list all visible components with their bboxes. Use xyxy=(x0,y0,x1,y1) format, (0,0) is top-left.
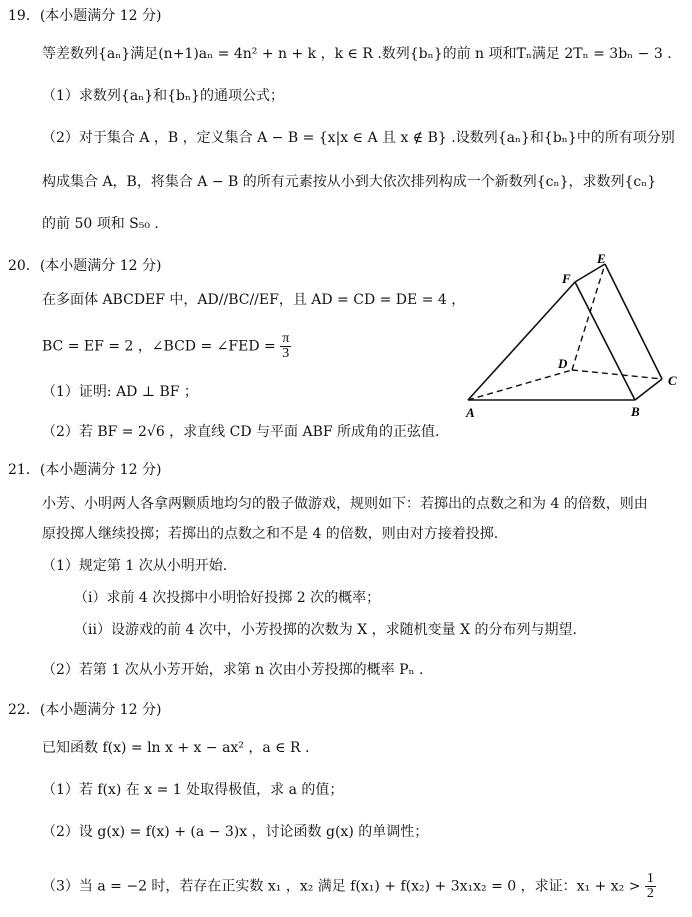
q19-part1: （1）求数列{aₙ}和{bₙ}的通项公式； xyxy=(42,88,284,104)
edge-AF xyxy=(468,282,575,400)
q19-part2-line1: （2）对于集合 A ，B ，定义集合 A − B = {x|x ∈ A 且 x ∉ B} .设数列{aₙ}和{bₙ}中的所有项分别 xyxy=(42,130,675,146)
q19-header: 19．(本小题满分 12 分) xyxy=(8,8,162,24)
q22-part2: （2）设 g(x) = f(x) + (a − 3)x ，讨论函数 g(x) 的单调性； xyxy=(42,824,429,840)
q21-part1: （1）规定第 1 次从小明开始. xyxy=(42,558,228,574)
label-C: C xyxy=(668,373,677,388)
q22-part1: （1）若 f(x) 在 x = 1 处取得极值，求 a 的值； xyxy=(42,782,344,798)
q22-part3-text: （3）当 a = −2 时，若存在正实数 x₁ ，x₂ 满足 f(x₁) + f(x₂) + 3x₁x₂ = 0 ，求证：x₁ + x₂ > xyxy=(42,878,641,895)
edge-BC xyxy=(635,379,662,400)
label-F: F xyxy=(562,271,571,286)
q22-part3 xyxy=(42,872,656,901)
label-E: E xyxy=(597,252,606,266)
q19-stem: 等差数列{aₙ}满足(n+1)aₙ = 4n² + n + k ，k ∈ R .数列{bₙ}的前 n 项和Tₙ满足 2Tₙ = 3bₙ − 3 . xyxy=(42,46,672,62)
label-B: B xyxy=(631,404,640,419)
q22-stem: 已知函数 f(x) = ln x + x − ax² ，a ∈ R . xyxy=(42,740,310,756)
fraction-numerator: π xyxy=(282,331,290,346)
q20-stem-line2 xyxy=(42,332,291,361)
q19-part2-line2: 构成集合 A，B，将集合 A − B 的所有元素按从小到大依次排列构成一个新数列{cₙ}，求数列{cₙ} xyxy=(42,174,657,190)
q20-stem-line2-text: BC = EF = 2 ，∠BCD = ∠FED = xyxy=(42,338,276,355)
edge-DC-hidden xyxy=(572,370,662,379)
q21-part2: （2）若第 1 次从小芳开始，求第 n 次由小芳投掷的概率 Pₙ . xyxy=(42,662,424,678)
q20-part1: （1）证明: AD ⊥ BF ； xyxy=(42,384,198,400)
edge-AD-hidden xyxy=(468,370,572,400)
one-half-fraction xyxy=(645,872,656,901)
q21-header: 21．(本小题满分 12 分) xyxy=(8,462,162,478)
edge-FB xyxy=(575,282,635,400)
fraction-denominator: 3 xyxy=(282,346,290,361)
edge-EC xyxy=(605,264,662,379)
q19-part2-line3: 的前 50 项和 S₅₀ . xyxy=(42,216,159,232)
q20-part2: （2）若 BF = 2√6 ，求直线 CD 与平面 ABF 所成角的正弦值. xyxy=(42,424,440,440)
q20-stem-line1: 在多面体 ABCDEF 中，AD//BC//EF，且 AD = CD = DE = 4 ， xyxy=(42,292,466,308)
q21-part1-ii: （ii）设游戏的前 4 次中，小芳投掷的次数为 X ，求随机变量 X 的分布列与期望. xyxy=(74,622,577,638)
pi-over-3-fraction xyxy=(280,332,291,361)
fraction-denominator: 2 xyxy=(646,886,654,901)
label-A: A xyxy=(466,405,475,420)
q20-header: 20．(本小题满分 12 分) xyxy=(8,258,162,274)
q21-stem-line2: 原投掷人继续投掷；若掷出的点数之和不是 4 的倍数，则由对方接着投掷. xyxy=(42,526,499,542)
q21-part1-i: （i）求前 4 次投掷中小明恰好投掷 2 次的概率； xyxy=(74,590,381,606)
q22-header: 22．(本小题满分 12 分) xyxy=(8,702,162,718)
q21-stem-line1: 小芳、小明两人各拿两颗质地均匀的骰子做游戏，规则如下：若掷出的点数之和为 4 的倍数，则由 xyxy=(42,496,648,512)
polyhedron-figure xyxy=(460,252,685,422)
label-D: D xyxy=(558,356,568,371)
fraction-numerator: 1 xyxy=(646,871,654,886)
